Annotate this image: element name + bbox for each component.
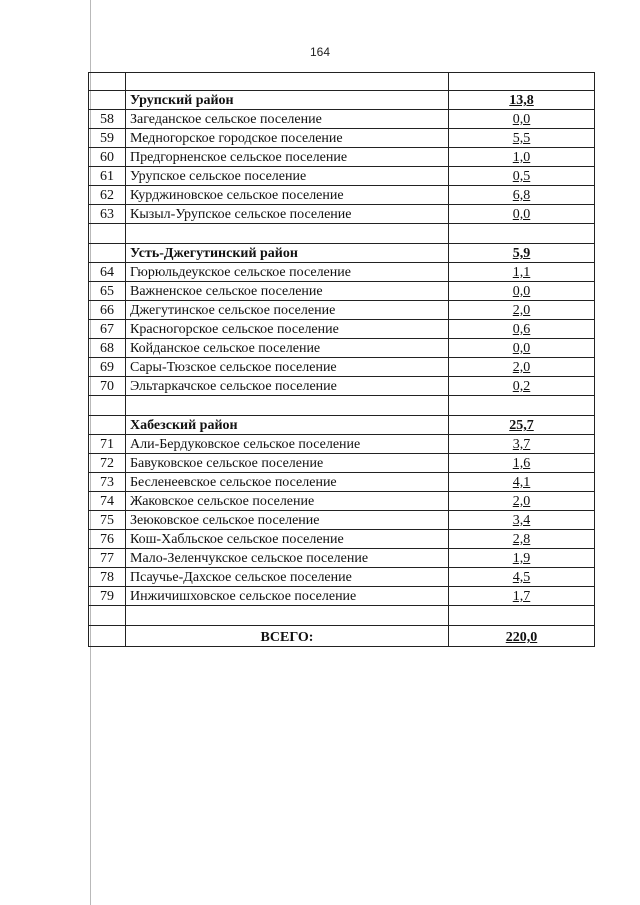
table-row [89,530,595,549]
table-row [89,435,595,454]
settlement-value: 2,8 [449,530,595,549]
settlement-name: Кош-Хабльское сельское поселение [126,530,449,549]
row-number: 70 [89,377,126,396]
settlement-name: Жаковское сельское поселение [126,492,449,511]
page-number: 164 [309,45,331,59]
settlement-value: 4,1 [449,473,595,492]
settlement-name: Али-Бердуковское сельское поселение [126,435,449,454]
settlement-value: 0,0 [449,205,595,224]
table-row [89,377,595,396]
table-row [89,148,595,167]
empty-cell [449,224,595,244]
settlement-value: 0,0 [449,339,595,358]
settlement-value: 0,2 [449,377,595,396]
row-number: 71 [89,435,126,454]
table-row [89,186,595,205]
empty-cell [89,396,126,416]
empty-cell [126,224,449,244]
settlement-value: 0,0 [449,110,595,129]
district-total: 13,8 [449,91,595,110]
settlement-value: 1,9 [449,549,595,568]
settlement-value: 2,0 [449,358,595,377]
row-number: 59 [89,129,126,148]
settlement-name: Псаучье-Дахское сельское поселение [126,568,449,587]
settlement-value: 1,1 [449,263,595,282]
row-number: 66 [89,301,126,320]
table-row [89,110,595,129]
total-label: ВСЕГО: [126,626,449,647]
settlement-value: 4,5 [449,568,595,587]
row-number: 61 [89,167,126,186]
table-row [89,301,595,320]
settlement-value: 6,8 [449,186,595,205]
row-number: 77 [89,549,126,568]
row-number: 75 [89,511,126,530]
settlement-value: 2,0 [449,492,595,511]
row-number: 64 [89,263,126,282]
settlement-name: Мало-Зеленчукское сельское поселение [126,549,449,568]
table-header-spacer-row [89,73,595,91]
district-total: 5,9 [449,244,595,263]
empty-cell [449,606,595,626]
table-row [89,454,595,473]
table-row [89,492,595,511]
table-row [89,167,595,186]
row-number: 68 [89,339,126,358]
settlement-value: 2,0 [449,301,595,320]
settlement-name: Койданское сельское поселение [126,339,449,358]
spacer-row [89,606,595,626]
settlement-value: 0,0 [449,282,595,301]
table-row [89,263,595,282]
row-number: 73 [89,473,126,492]
row-number: 78 [89,568,126,587]
district-header-row [89,416,595,435]
table-row [89,511,595,530]
settlement-value: 0,6 [449,320,595,339]
district-total: 25,7 [449,416,595,435]
table-row [89,205,595,224]
settlement-name: Красногорское сельское поселение [126,320,449,339]
settlement-name: Загеданское сельское поселение [126,110,449,129]
settlement-name: Кызыл-Урупское сельское поселение [126,205,449,224]
settlement-name: Важненское сельское поселение [126,282,449,301]
empty-cell [449,396,595,416]
district-header-row [89,244,595,263]
table-body [89,73,595,647]
settlement-name: Джегутинское сельское поселение [126,301,449,320]
table-row [89,339,595,358]
district-name: Усть-Джегутинский район [126,244,449,263]
table-row [89,320,595,339]
spacer-row [89,396,595,416]
settlement-name: Курджиновское сельское поселение [126,186,449,205]
row-number: 69 [89,358,126,377]
empty-cell [89,224,126,244]
row-number: 67 [89,320,126,339]
settlement-name: Бесленеевское сельское поселение [126,473,449,492]
settlement-allocation-table [88,72,595,647]
district-name: Урупский район [126,91,449,110]
settlement-name: Бавуковское сельское поселение [126,454,449,473]
settlement-value: 1,0 [449,148,595,167]
settlement-value: 0,5 [449,167,595,186]
empty-cell [89,91,126,110]
row-number: 63 [89,205,126,224]
table-row [89,282,595,301]
empty-cell [89,416,126,435]
row-number: 76 [89,530,126,549]
settlement-name: Урупское сельское поселение [126,167,449,186]
table-row [89,568,595,587]
row-number: 62 [89,186,126,205]
settlement-value: 1,6 [449,454,595,473]
settlement-value: 3,7 [449,435,595,454]
settlement-name: Медногорское городское поселение [126,129,449,148]
settlement-value: 1,7 [449,587,595,606]
empty-cell [89,606,126,626]
table-row [89,549,595,568]
grand-total-row [89,626,595,647]
settlement-name: Предгорненское сельское поселение [126,148,449,167]
empty-cell [126,396,449,416]
empty-cell [126,606,449,626]
settlement-name: Гюрюльдеукское сельское поселение [126,263,449,282]
row-number: 79 [89,587,126,606]
table-row [89,129,595,148]
empty-cell [89,73,126,91]
settlement-name: Инжичишховское сельское поселение [126,587,449,606]
empty-cell [126,73,449,91]
row-number: 60 [89,148,126,167]
table-row [89,358,595,377]
settlement-name: Сары-Тюзское сельское поселение [126,358,449,377]
empty-cell [89,244,126,263]
row-number: 58 [89,110,126,129]
total-value: 220,0 [449,626,595,647]
settlement-value: 5,5 [449,129,595,148]
row-number: 74 [89,492,126,511]
settlement-name: Зеюковское сельское поселение [126,511,449,530]
table-row [89,587,595,606]
row-number: 72 [89,454,126,473]
empty-cell [89,626,126,647]
row-number: 65 [89,282,126,301]
empty-cell [449,73,595,91]
spacer-row [89,224,595,244]
district-header-row [89,91,595,110]
district-name: Хабезский район [126,416,449,435]
settlement-name: Эльтаркачское сельское поселение [126,377,449,396]
settlement-value: 3,4 [449,511,595,530]
table-row [89,473,595,492]
